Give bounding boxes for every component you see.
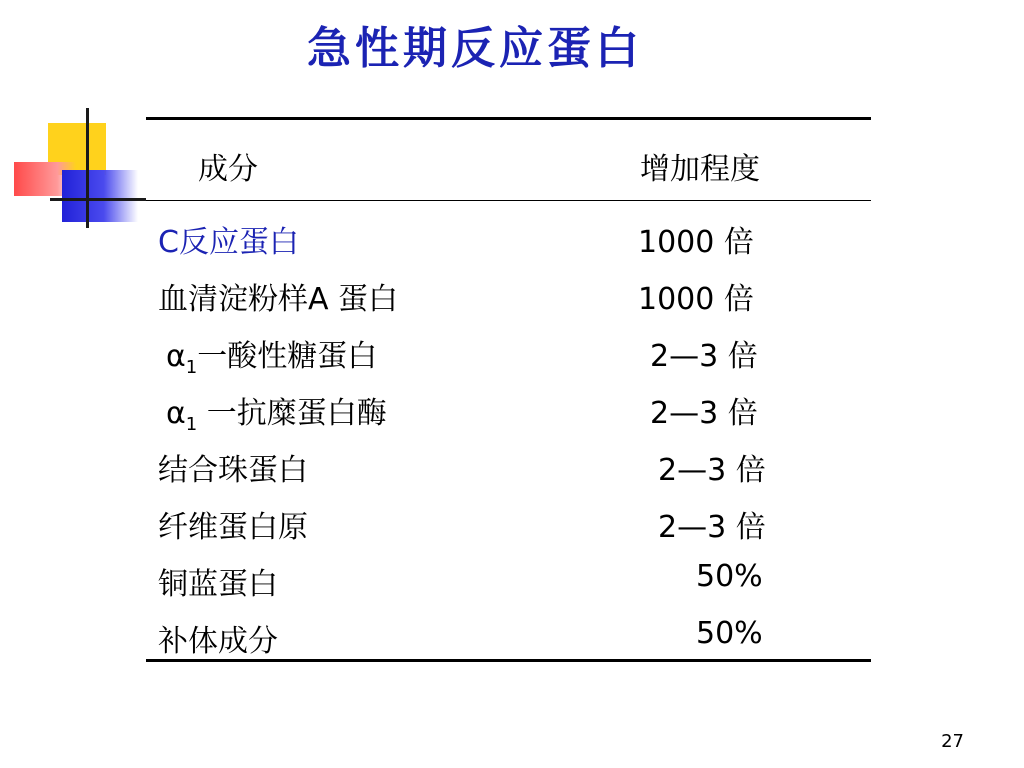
row-value: 2—3 倍 [650,396,758,431]
row-name: 结合珠蛋白 [158,453,308,488]
row-value: 2—3 倍 [658,510,766,545]
row-value: 50% [696,616,763,651]
table-top-rule [146,117,871,120]
table-row [158,274,858,324]
row-name: 血清淀粉样A 蛋白 [158,282,399,317]
row-name: 铜蓝蛋白 [158,567,278,602]
table-row [158,331,858,381]
table-row [158,388,858,438]
row-value: 2—3 倍 [658,453,766,488]
table-bottom-rule [146,659,871,662]
table-row [158,445,858,495]
corner-decoration [0,0,150,240]
row-value: 50% [696,559,763,594]
column-header-component: 成分 [198,152,258,187]
row-name: 补体成分 [158,624,278,659]
table-header-rule [146,200,871,201]
table-row [158,559,858,609]
row-name: C反应蛋白 [158,225,299,260]
page-number: 27 [941,731,964,752]
decor-blue-bar [62,170,138,222]
row-value: 2—3 倍 [650,339,758,374]
row-name: $\alpha_1$一酸性糖蛋白 [166,339,378,378]
slide-title: 急性期反应蛋白 [307,23,643,74]
table-row [158,217,858,267]
row-name: $\alpha_1$ 一抗糜蛋白酶 [166,396,387,435]
decor-vertical-line [86,108,89,228]
column-header-increase: 增加程度 [640,152,760,187]
row-value: 1000 倍 [638,225,754,260]
decor-horizontal-line [50,198,146,201]
table-row [158,502,858,552]
row-value: 1000 倍 [638,282,754,317]
row-name: 纤维蛋白原 [158,510,308,545]
